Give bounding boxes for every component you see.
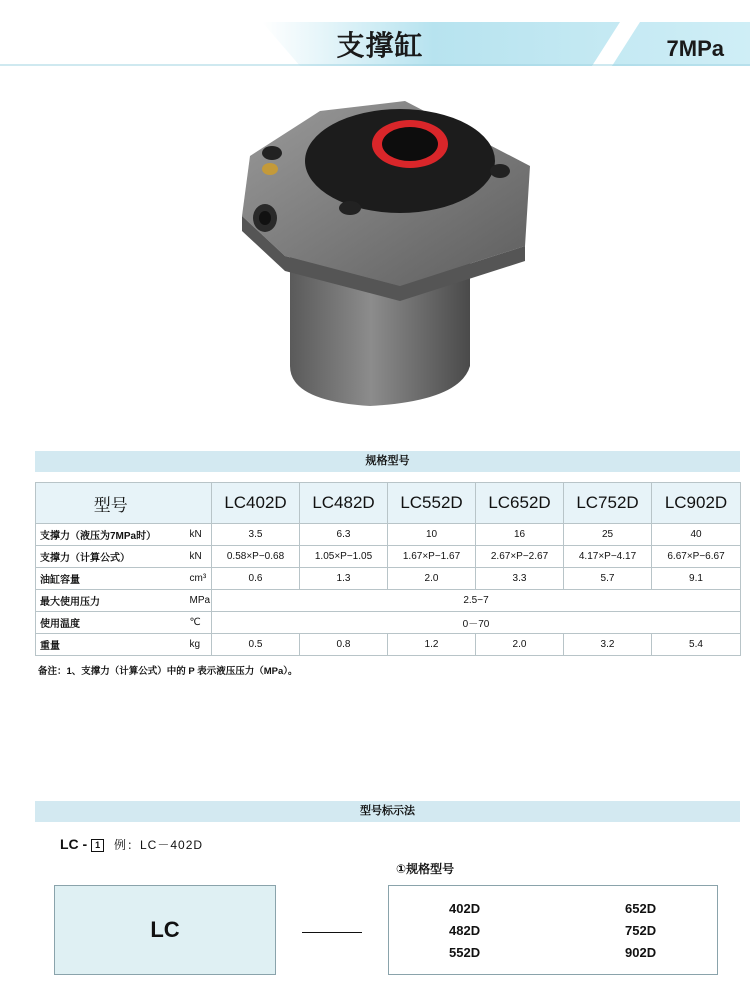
table-cell: 1.67×P−1.67	[388, 546, 476, 568]
designation-example: 例：LC－402D	[114, 838, 204, 852]
table-row	[36, 524, 741, 546]
unit-header	[186, 483, 212, 524]
designation-number-box: 1	[91, 839, 104, 852]
table-row	[36, 590, 741, 612]
row-unit: cm³	[186, 568, 212, 590]
designation-section-title: 型号标示法	[35, 801, 740, 822]
header-banner	[0, 0, 750, 66]
table-cell: 1.3	[300, 568, 388, 590]
table-cell: 2.0	[476, 634, 564, 656]
model-header: 型号	[36, 483, 186, 524]
option-item: 752D	[625, 923, 657, 938]
table-row	[36, 568, 741, 590]
row-label: 最大使用压力	[36, 590, 186, 612]
model-header-cell: LC552D	[388, 483, 476, 524]
table-cell: 3.3	[476, 568, 564, 590]
model-header-cell: LC482D	[300, 483, 388, 524]
table-cell: 9.1	[652, 568, 741, 590]
spec-section-title: 规格型号	[35, 451, 740, 472]
row-unit: ℃	[186, 612, 212, 634]
option-item: 552D	[449, 945, 481, 960]
options-box	[388, 885, 718, 975]
row-label: 支撑力（计算公式）	[36, 546, 186, 568]
table-cell: 1.2	[388, 634, 476, 656]
table-cell: 1.05×P−1.05	[300, 546, 388, 568]
table-header-row	[36, 483, 741, 524]
lc-box: LC	[54, 885, 276, 975]
product-image	[230, 96, 540, 426]
table-cell: 4.17×P−4.17	[564, 546, 652, 568]
model-header-cell: LC752D	[564, 483, 652, 524]
table-row	[36, 546, 741, 568]
table-cell: 16	[476, 524, 564, 546]
designation-line	[60, 836, 203, 853]
table-cell-merged: 2.5−7	[212, 590, 741, 612]
table-row	[36, 612, 741, 634]
table-cell: 0.6	[212, 568, 300, 590]
row-unit: kN	[186, 546, 212, 568]
model-header-cell: LC652D	[476, 483, 564, 524]
table-cell: 3.2	[564, 634, 652, 656]
page-title: 支撑缸	[336, 30, 424, 61]
row-unit: kg	[186, 634, 212, 656]
table-cell: 6.3	[300, 524, 388, 546]
row-label: 支撑力（液压为7MPa时）	[36, 524, 186, 546]
connector-line	[302, 932, 362, 933]
option-item: 652D	[625, 901, 657, 916]
table-row	[36, 634, 741, 656]
table-cell: 0.8	[300, 634, 388, 656]
spec-table	[35, 482, 741, 656]
option-item: 482D	[449, 923, 481, 938]
table-cell: 5.7	[564, 568, 652, 590]
row-label: 重量	[36, 634, 186, 656]
table-note: 备注：1、支撑力（计算公式）中的 P 表示液压压力（MPa）。	[38, 666, 298, 677]
row-unit: MPa	[186, 590, 212, 612]
table-cell: 40	[652, 524, 741, 546]
table-cell: 2.67×P−2.67	[476, 546, 564, 568]
table-cell: 3.5	[212, 524, 300, 546]
option-item: 402D	[449, 901, 481, 916]
option-item: 902D	[625, 945, 657, 960]
designation-prefix: LC -	[60, 836, 88, 852]
model-header-cell: LC902D	[652, 483, 741, 524]
spec-caption: ①规格型号	[396, 862, 455, 876]
table-cell: 2.0	[388, 568, 476, 590]
table-cell: 0.58×P−0.68	[212, 546, 300, 568]
table-cell: 6.67×P−6.67	[652, 546, 741, 568]
table-cell: 25	[564, 524, 652, 546]
table-cell-merged: 0－70	[212, 612, 741, 634]
row-label: 使用温度	[36, 612, 186, 634]
table-cell: 10	[388, 524, 476, 546]
pressure-rating: 7MPa	[666, 36, 724, 61]
model-header-cell: LC402D	[212, 483, 300, 524]
table-cell: 0.5	[212, 634, 300, 656]
table-cell: 5.4	[652, 634, 741, 656]
row-unit: kN	[186, 524, 212, 546]
row-label: 油缸容量	[36, 568, 186, 590]
